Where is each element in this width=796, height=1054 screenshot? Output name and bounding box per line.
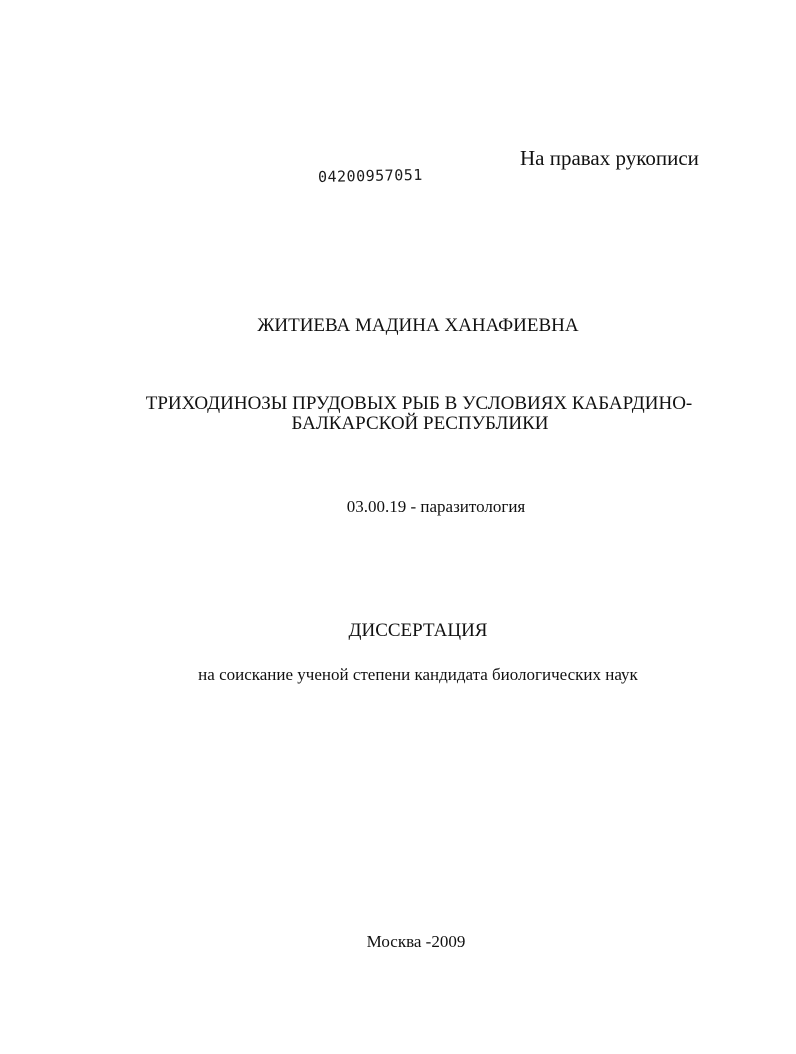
degree-statement: на соискание ученой степени кандидата биологических наук (198, 665, 638, 684)
stamp-number: 04200957051 (317, 165, 423, 186)
manuscript-note: На правах рукописи (520, 146, 699, 170)
specialty-code: 03.00.19 - паразитология (346, 497, 526, 516)
thesis-title-line-2: БАЛКАРСКОЙ РЕСПУБЛИКИ (291, 413, 549, 434)
thesis-title-line-1: ТРИХОДИНОЗЫ ПРУДОВЫХ РЫБ В УСЛОВИЯХ КАБАРДИНО- (145, 393, 693, 414)
author-name: ЖИТИЕВА МАДИНА ХАНАФИЕВНА (257, 315, 579, 336)
document-type: ДИССЕРТАЦИЯ (348, 620, 488, 641)
city-year: Москва -2009 (366, 932, 466, 951)
